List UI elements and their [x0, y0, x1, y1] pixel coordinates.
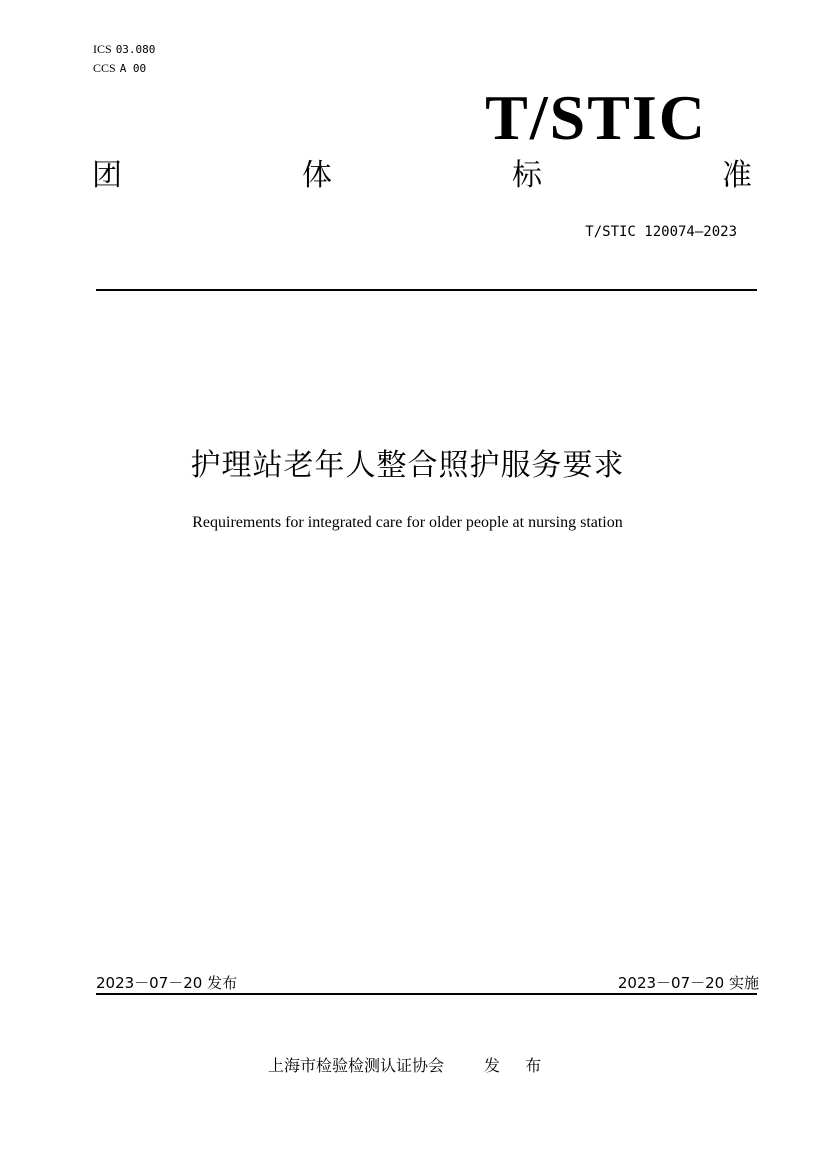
standard-type-char: 准	[722, 158, 752, 193]
classification-codes	[93, 40, 155, 78]
standard-type-row	[92, 156, 752, 196]
standard-code: T/STIC 120074—2023	[585, 224, 737, 240]
ics-label: ICS	[93, 42, 112, 56]
publisher-action: 发 布	[484, 1056, 552, 1075]
ccs-value: A 00	[119, 62, 147, 75]
ics-line	[93, 40, 155, 59]
standard-type-char: 体	[302, 158, 332, 193]
publisher-name: 上海市检验检测认证协会	[268, 1056, 445, 1075]
title-english: Requirements for integrated care for older people at nursing station	[192, 514, 623, 531]
ccs-line	[93, 59, 155, 78]
standard-type-char: 标	[512, 158, 542, 193]
ccs-label: CCS	[93, 61, 116, 75]
title-chinese: 护理站老年人整合照护服务要求	[190, 448, 625, 483]
top-divider	[96, 289, 757, 291]
publisher	[268, 1053, 551, 1076]
bottom-divider	[96, 993, 757, 995]
ics-value: 03.080	[115, 43, 156, 56]
standard-logo: T/STIC	[485, 82, 707, 153]
publish-date: 2023－07－20 发布	[96, 974, 238, 992]
implement-date: 2023－07－20 实施	[617, 974, 759, 992]
standard-type-char: 团	[92, 158, 122, 193]
